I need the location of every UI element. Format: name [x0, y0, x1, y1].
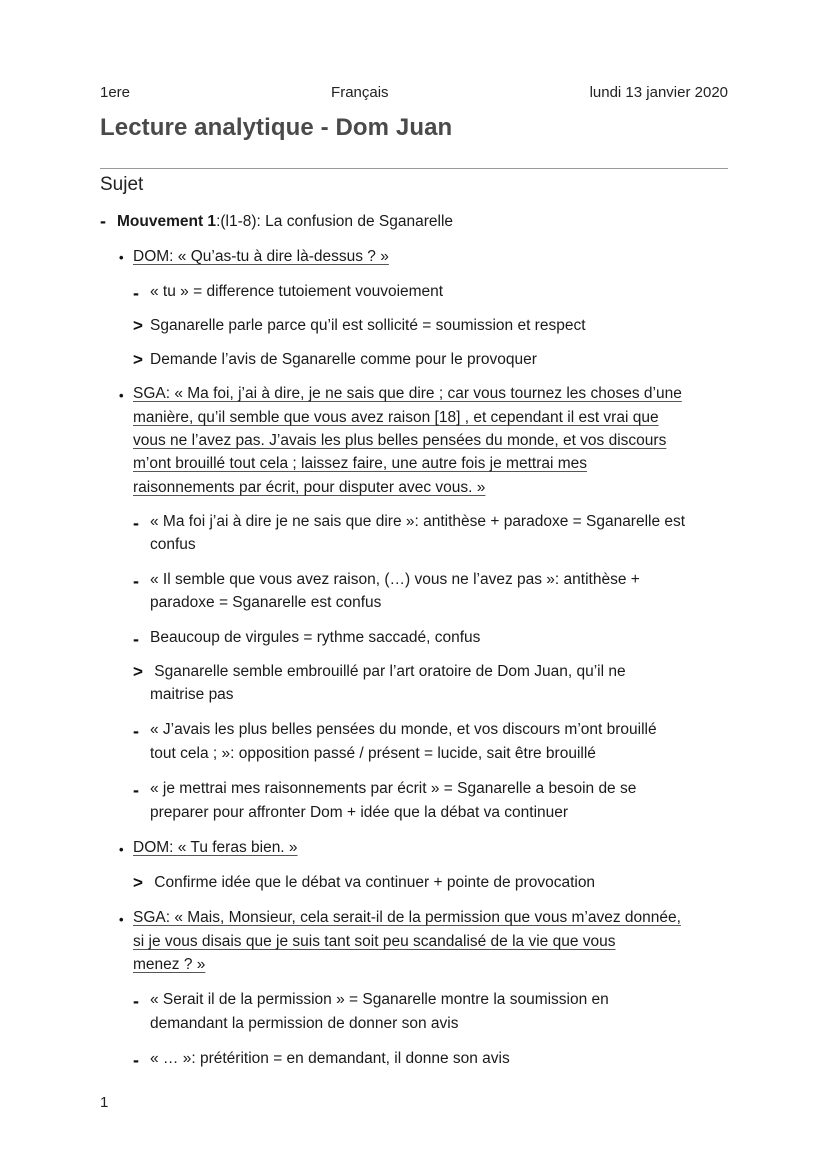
analysis-line: « Ma foi j’ai à dire je ne sais que dire »: antithèse + paradoxe = Sganarelle est — [150, 513, 686, 530]
conclusion-line: Demande l’avis de Sganarelle comme pour le provoquer — [150, 351, 537, 368]
conclusion-line: Sganarelle semble embrouillé par l’art oratoire de Dom Juan, qu’il ne — [150, 663, 626, 680]
movement-heading — [117, 210, 453, 234]
conclusion-line: Confirme idée que le débat va continuer + pointe de provocation — [150, 874, 596, 891]
dash-marker: - — [133, 283, 139, 303]
bullet-marker: • — [119, 388, 124, 403]
analysis-line: confus — [150, 536, 196, 553]
quote-sga-1: vous ne l’avez pas. J’avais les plus belles pensées du monde, et vos discours — [133, 432, 667, 449]
analysis-line: « tu » = difference tutoiement vouvoiement — [150, 283, 444, 300]
analysis-line: preparer pour affronter Dom + idée que la débat va continuer — [150, 804, 569, 821]
quote-sga-2: si je vous disais que je suis tant soit peu scandalisé de la vie que vous — [133, 933, 616, 950]
analysis-line: « je mettrai mes raisonnements par écrit » = Sganarelle a besoin de se — [150, 780, 637, 797]
title-divider — [100, 168, 728, 169]
quote-sga-1: raisonnements par écrit, pour disputer avec vous. » — [133, 479, 486, 496]
analysis-line: Beaucoup de virgules = rythme saccadé, confus — [150, 629, 481, 646]
arrow-marker: > — [133, 350, 143, 369]
dash-marker: - — [133, 513, 139, 533]
dash-marker: - — [133, 721, 139, 741]
quote-sga-1: manière, qu’il semble que vous avez raison [18] , et cependant il est vrai que — [133, 409, 659, 426]
analysis-line: « J’avais les plus belles pensées du monde, et vos discours m’ont brouillé — [150, 721, 657, 738]
conclusion-line: maitrise pas — [150, 686, 234, 703]
bullet-marker: • — [119, 250, 124, 265]
analysis-line: demandant la permission de donner son avis — [150, 1015, 459, 1032]
bullet-marker: • — [119, 912, 124, 927]
analysis-line: « Serait il de la permission » = Sganarelle montre la soumission en — [150, 991, 609, 1008]
dash-marker: - — [100, 211, 106, 231]
page-title: Lecture analytique - Dom Juan — [100, 114, 453, 141]
bullet-marker: • — [119, 842, 124, 857]
section-heading: Sujet — [100, 174, 144, 195]
analysis-line: tout cela ; »: opposition passé / présent = lucide, sait être brouillé — [150, 745, 596, 762]
arrow-marker: > — [133, 662, 143, 681]
arrow-marker: > — [133, 873, 143, 892]
movement-detail: :(l1-8): La confusion de Sganarelle — [216, 213, 454, 230]
dash-marker: - — [133, 629, 139, 649]
dash-marker: - — [133, 571, 139, 591]
header-date: lundi 13 janvier 2020 — [589, 84, 728, 101]
page-number: 1 — [100, 1094, 109, 1111]
quote-sga-1: SGA: « Ma foi, j’ai à dire, je ne sais que dire ; car vous tournez les choses d’une — [133, 385, 682, 402]
header-class: 1ere — [100, 84, 131, 101]
analysis-line: paradoxe = Sganarelle est confus — [150, 594, 382, 611]
arrow-marker: > — [133, 316, 143, 335]
quote-sga-1: m’ont brouillé tout cela ; laissez faire, une autre fois je mettrai mes — [133, 455, 588, 472]
dash-marker: - — [133, 991, 139, 1011]
conclusion-line: Sganarelle parle parce qu’il est sollicité = soumission et respect — [150, 317, 586, 334]
dash-marker: - — [133, 1050, 139, 1070]
movement-label: Mouvement 1 — [117, 213, 217, 230]
quote-dom-1: DOM: « Qu’as-tu à dire là-dessus ? » — [133, 248, 389, 265]
analysis-line: « Il semble que vous avez raison, (…) vous ne l’avez pas »: antithèse + — [150, 571, 640, 588]
header-subject: Français — [331, 84, 389, 101]
analysis-line: « … »: prétérition = en demandant, il donne son avis — [150, 1050, 510, 1067]
quote-sga-2: SGA: « Mais, Monsieur, cela serait-il de la permission que vous m’avez donnée, — [133, 909, 681, 926]
page-header — [100, 84, 728, 101]
dash-marker: - — [133, 780, 139, 800]
quote-dom-2: DOM: « Tu feras bien. » — [133, 839, 298, 856]
quote-sga-2: menez ? » — [133, 956, 206, 973]
